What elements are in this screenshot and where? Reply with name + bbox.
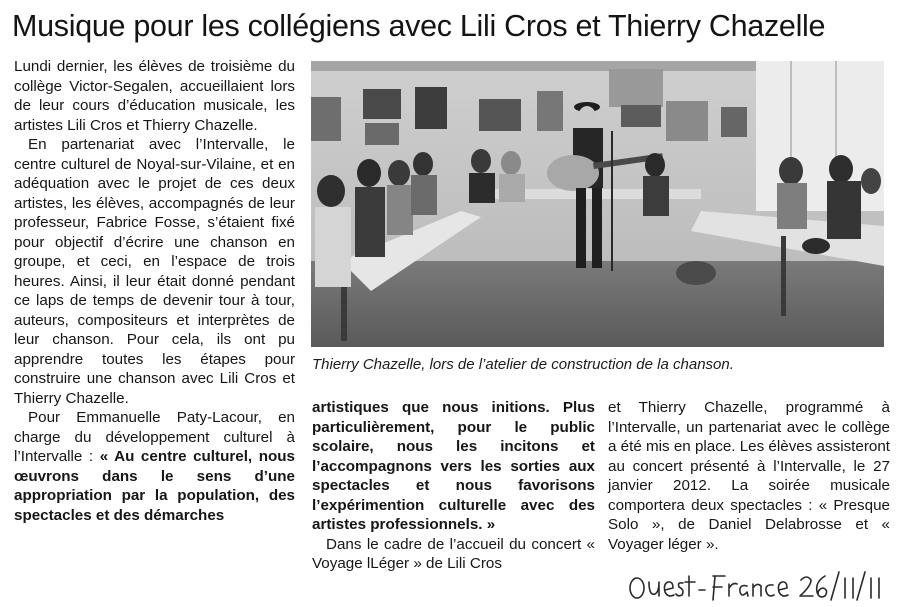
column-2 [312,398,595,574]
article-photo [311,61,884,347]
column-1 [14,57,295,525]
column-3 [608,398,890,554]
quote-text: « Au centre culturel, nous œuvrons dans le sens d’une appropriation par la population, des spectacles et des démarches [14,448,295,524]
paragraph-concert-continued: et Thierry Chazelle, programmé à l’Intervalle, un partenariat avec le collège a été mis en place. Les élèves assisteront au concert présenté à l’Intervalle, le 27 janvier 2012. La soirée musicale comportera deux spectacles : « Presque Solo », de Daniel Delabrosse et « Voyager léger ». [608,399,890,553]
paragraph-quote-start [14,408,295,525]
quote-intro: Pour Emmanuelle Paty-Lacour, en charge du développement culturel à l’Intervalle : [14,409,295,465]
paragraph-partnership: En partenariat avec l’Intervalle, le centre culturel de Noyal-sur-Vilaine, et en adéquation avec le projet de ces deux artistes, les élèves, accompagnés de leur professeur, Fabrice Fosse, s’étaient fixé pour objectif d’écrire une chanson en groupe, et ceci, en l’espace de trois heures. Ainsi, il leur était donné pendant ce laps de temps de devenir tour à tour, auteurs, compositeurs et interprètes de leur chanson. Pour cela, ils ont pu apprendre toutes les étapes pour construire une chanson avec Lili Cros et Thierry Chazelle. [14,136,295,407]
photo-caption: Thierry Chazelle, lors de l’atelier de construction de la chanson. [312,356,734,373]
handwritten-source-signature [625,568,895,604]
quote-continuation: artistiques que nous initions. Plus particulièrement, pour le public scolaire, nous les incitons et l’accompagnons vers les sorties aux spectacles et nous favorisons l’expérimention culturelle avec des artistes professionnels. » [312,399,595,533]
headline: Musique pour les collégiens avec Lili Cros et Thierry Chazelle [12,9,826,43]
paragraph-concert: Dans le cadre de l’accueil du concert « Voyage lLéger » de Lili Cros [312,535,595,572]
photo-illustration [311,61,884,347]
paragraph-intro: Lundi dernier, les élèves de troisième du collège Victor-Segalen, accueillaient lors de leur cours d’éducation musicale, les artistes Lili Cros et Thierry Chazelle. [14,58,295,134]
